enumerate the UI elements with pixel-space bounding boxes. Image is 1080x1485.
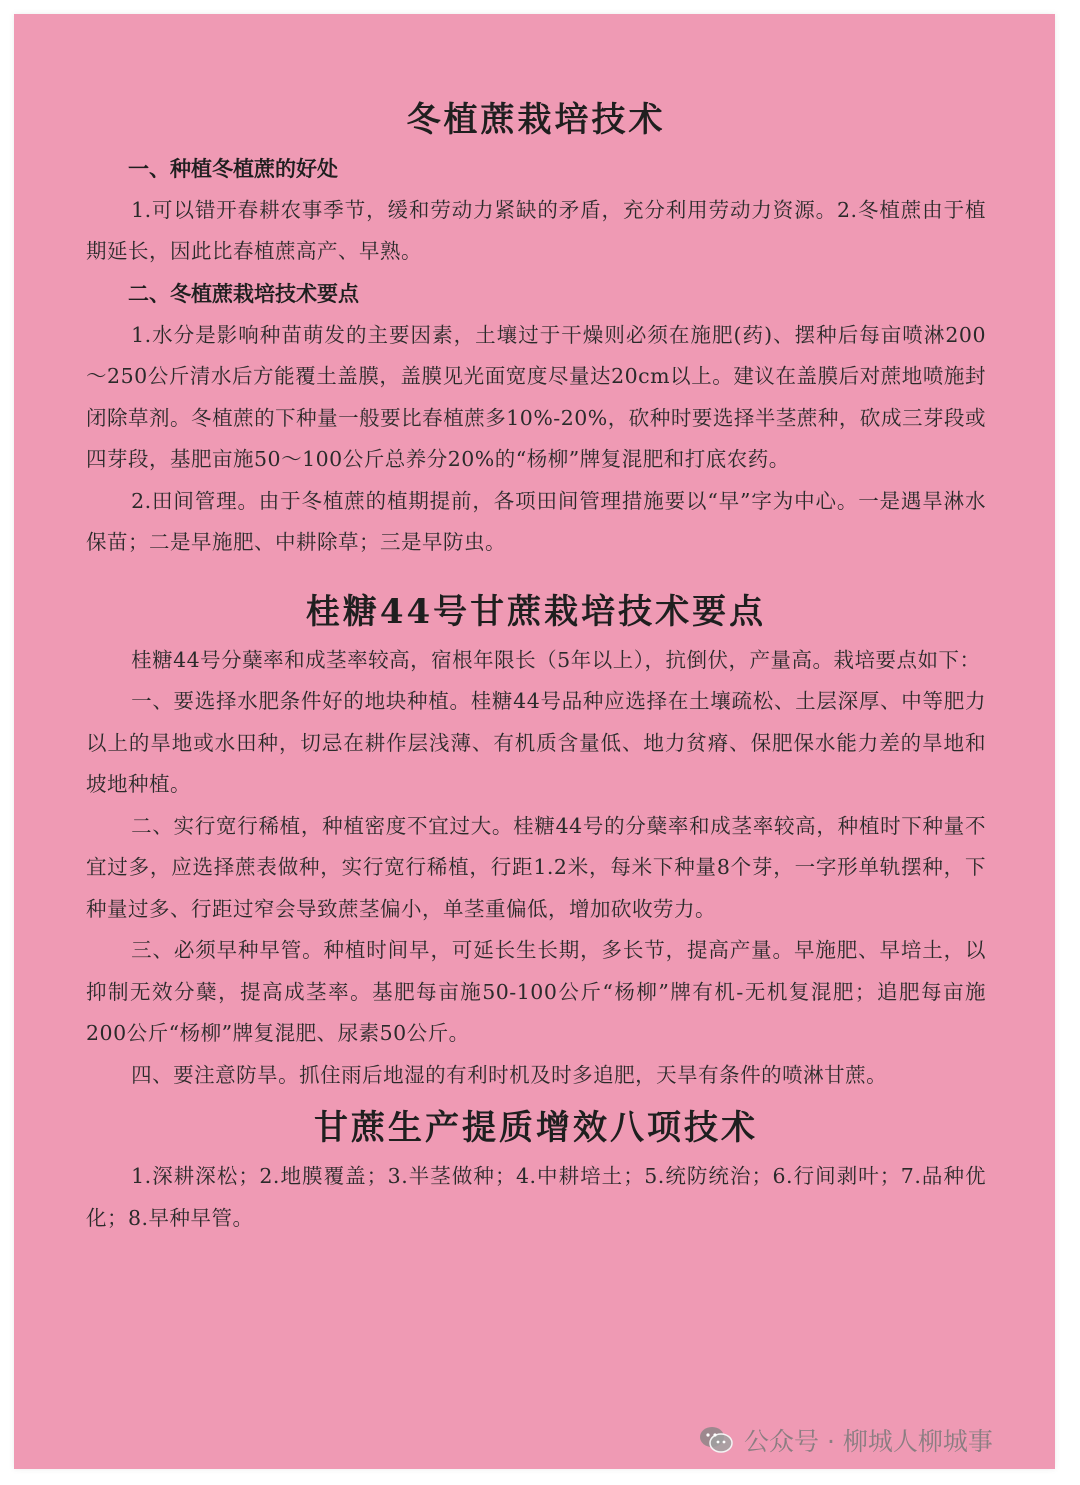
section1-subheading-1: 一、种植冬植蔗的好处 bbox=[128, 155, 338, 181]
section2-paragraph-3: 二、实行宽行稀植，种植密度不宜过大。桂糖44号的分蘖率和成茎率较高，种植时下种量不宜过多，应选择蔗表做种，实行宽行稀植，行距1.2米，每米下种量8个芽，一字形单轨摆种，下种量过多、行距过窄会导致蔗茎偏小，单茎重偏低，增加砍收劳力。 bbox=[86, 813, 986, 921]
section2-paragraph-1: 桂糖44号分蘖率和成茎率较高，宿根年限长（5年以上），抗倒伏，产量高。栽培要点如下： bbox=[131, 647, 981, 672]
section3-paragraph-1: 1.深耕深松；2.地膜覆盖；3.半茎做种；4.中耕培土；5.统防统治；6.行间剥叶；7.品种优化；8.早种早管。 bbox=[86, 1164, 986, 1230]
wechat-icon bbox=[698, 1425, 734, 1455]
document-page bbox=[14, 14, 1055, 1469]
section1-title: 冬植蔗栽培技术 bbox=[406, 100, 666, 140]
section2-paragraph-4: 三、必须早种早管。种植时间早，可延长生长期，多长节，提高产量。早施肥、早培土，以抑制无效分蘖，提高成茎率。基肥每亩施50-100公斤“杨柳”牌有机-无机复混肥；追肥每亩施200公斤“杨柳”牌复混肥、尿素50公斤。 bbox=[86, 938, 986, 1046]
section3-title: 甘蔗生产提质增效八项技术 bbox=[314, 1108, 758, 1149]
section1-paragraph-1: 1.可以错开春耕农事季节，缓和劳动力紧缺的矛盾，充分利用劳动力资源。2.冬植蔗由于植期延长，因此比春植蔗高产、早熟。 bbox=[86, 197, 986, 264]
section1-paragraph-2: 1.水分是影响种苗萌发的主要因素，土壤过于干燥则必须在施肥(药)、摆种后每亩喷淋200～250公斤清水后方能覆土盖膜，盖膜见光面宽度尽量达20cm以上。建议在盖膜后对蔗地喷施封闭除草剂。冬植蔗的下种量一般要比春植蔗多10%-20%，砍种时要选择半茎蔗种，砍成三芽段或四芽段，基肥亩施50～100公斤总养分20%的“杨柳”牌复混肥和打底农药。 bbox=[86, 322, 986, 472]
watermark-text: 公众号 · 柳城人柳城事 bbox=[744, 1427, 993, 1456]
section2-paragraph-5: 四、要注意防旱。抓住雨后地湿的有利时机及时多追肥，天旱有条件的喷淋甘蔗。 bbox=[131, 1062, 888, 1087]
section2-title: 桂糖44号甘蔗栽培技术要点 bbox=[305, 591, 767, 632]
section1-paragraph-3: 2.田间管理。由于冬植蔗的植期提前，各项田间管理措施要以“早”字为中心。一是遇旱淋水保苗；二是早施肥、中耕除草；三是早防虫。 bbox=[86, 488, 986, 555]
section1-subheading-2: 二、冬植蔗栽培技术要点 bbox=[128, 280, 359, 306]
watermark bbox=[698, 1420, 993, 1460]
section2-paragraph-2: 一、要选择水肥条件好的地块种植。桂糖44号品种应选择在土壤疏松、土层深厚、中等肥力以上的旱地或水田种，切忌在耕作层浅薄、有机质含量低、地力贫瘠、保肥保水能力差的旱地和坡地种植。 bbox=[86, 689, 986, 797]
document-content bbox=[86, 98, 986, 1239]
